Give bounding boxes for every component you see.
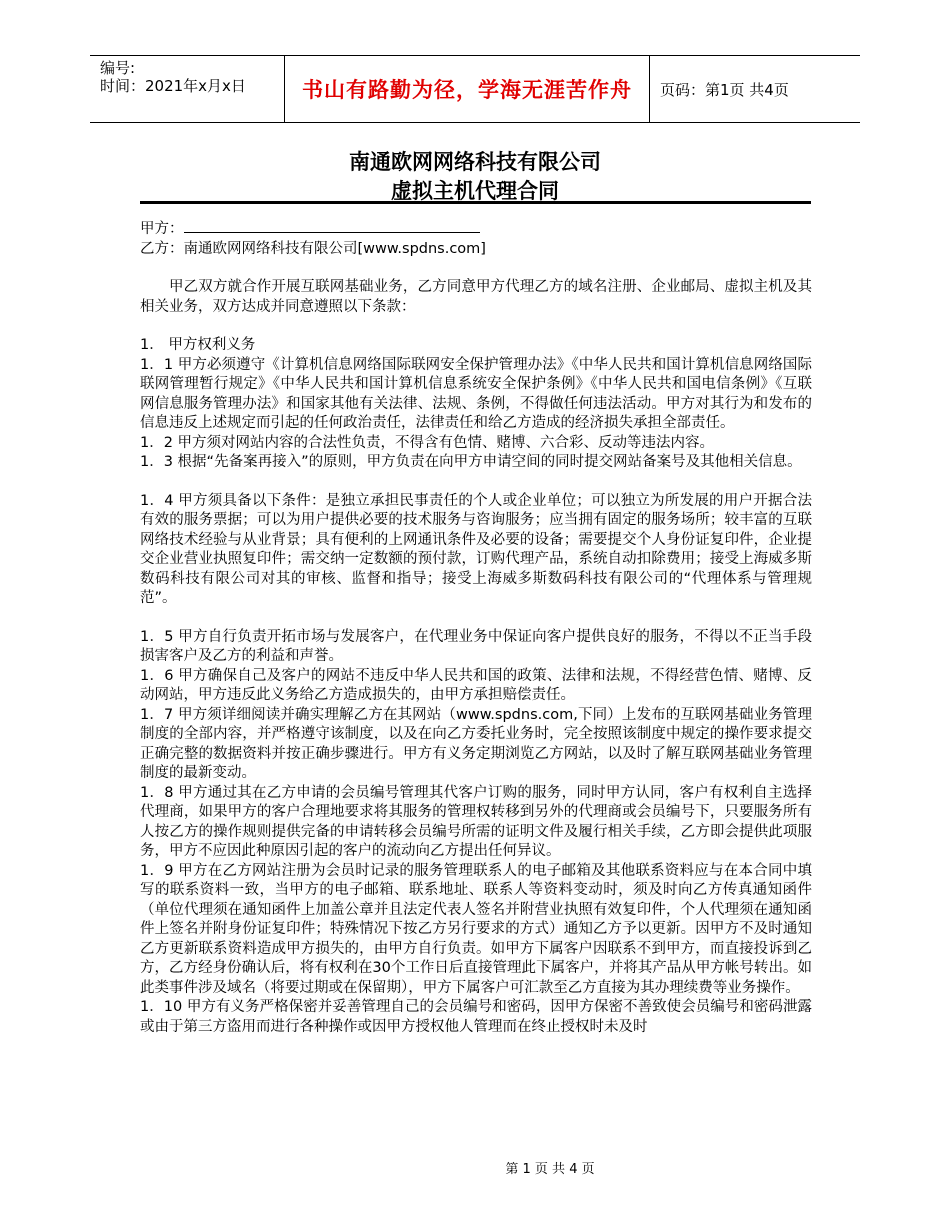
party-a-line (140, 218, 812, 240)
clause-1-6: 1．6 甲方确保自己及客户的网站不违反中华人民共和国的政策、法律和法规，不得经营色情、赌博、反动网站，甲方违反此义务给乙方造成损失的，由甲方承担赔偿责任。 (140, 667, 812, 703)
clause-1-1: 1．1 甲方必须遵守《计算机信息网络国际联网安全保护管理办法》《中华人民共和国计算机信息网络国际联网管理暂行规定》《中华人民共和国计算机信息系统安全保护条例》《中华人民共和国电信条例》《互联网信息服务管理办法》和国家其他有关法律、法规、条例，不得做任何违法活动。甲方对其行为和发布的信息违反上述规定而引起的任何政治责任，法律责任和给乙方造成的经济损失承担全部责任。 (140, 356, 812, 431)
doc-number-label: 编号: (100, 59, 136, 77)
header-motto: 书山有路勤为径，学海无涯苦作舟 (302, 78, 632, 102)
title-divider (140, 201, 811, 204)
clause-1-10: 1．10 甲方有义务严格保密并妥善管理自己的会员编号和密码，因甲方保密不善致使会员编号和密码泄露或由于第三方盗用而进行各种操作或因甲方授权他人管理而在终止授权时未及时 (140, 999, 812, 1035)
party-a-label: 甲方： (140, 221, 184, 237)
document-body (140, 218, 812, 1037)
page-header (90, 55, 860, 123)
header-page-info: 页码：第1页 共4页 (660, 80, 789, 99)
party-b-line: 乙方：南通欧网网络科技有限公司[www.spdns.com] (140, 240, 486, 257)
clause-1-4: 1．4 甲方须具备以下条件：是独立承担民事责任的个人或企业单位；可以独立为所发展的用户开据合法有效的服务票据；可以为用户提供必要的技术服务与咨询服务；应当拥有固定的服务场所；较丰富的互联网络技术经验与从业背景；具有便利的上网通讯条件及必要的设备；需要提交个人身份证复印件，企业提交企业营业执照复印件；需交纳一定数额的预付款，订购代理产品，系统自动扣除费用；接受上海威多斯数码科技有限公司对其的审核、监督和指导；接受上海威多斯数码科技有限公司的“代理体系与管理规范”。 (140, 492, 812, 606)
clause-1-3: 1．3 根据“先备案再接入”的原则，甲方负责在向甲方申请空间的同时提交网站备案号及其他相关信息。 (140, 454, 802, 470)
header-meta (90, 56, 285, 122)
clause-1-7: 1．7 甲方须详细阅读并确实理解乙方在其网站（www.spdns.com,下同）上发布的互联网基础业务管理制度的全部内容，并严格遵守该制度，以及在向乙方委托业务时，完全按照该制度中规定的操作要求提交正确完整的数据资料并按正确步骤进行。甲方有义务定期浏览乙方网站，以及时了解互联网基础业务管理制度的最新变动。 (140, 706, 812, 781)
header-motto-cell (285, 56, 650, 122)
party-a-blank (184, 218, 480, 233)
section-heading: 1． 甲方权利义务 (140, 337, 256, 353)
clause-1-5: 1．5 甲方自行负责开拓市场与发展客户，在代理业务中保证向客户提供良好的服务，不得以不正当手段损害客户及乙方的利益和声誉。 (140, 628, 812, 664)
intro-paragraph: 甲乙双方就合作开展互联网基础业务，乙方同意甲方代理乙方的域名注册、企业邮局、虚拟主机及其相关业务，双方达成并同意遵照以下条款： (140, 279, 812, 315)
clause-1-2: 1．2 甲方须对网站内容的合法性负责，不得含有色情、赌博、六合彩、反动等违法内容。 (140, 434, 715, 451)
document-title: 虚拟主机代理合同 (391, 179, 559, 203)
page-footer (0, 1158, 950, 1177)
company-name: 南通欧网网络科技有限公司 (349, 150, 601, 174)
footer-page-number: 第 1 页 共 4 页 (505, 1162, 595, 1177)
clause-1-9: 1．9 甲方在乙方网站注册为会员时记录的服务管理联系人的电子邮箱及其他联系资料应与在本合同中填写的联系资料一致，当甲方的电子邮箱、联系地址、联系人等资料变动时，须及时向乙方传真通知函件（单位代理须在通知函件上加盖公章并且法定代表人签名并附营业执照有效复印件，个人代理须在通知函件上签名并附身份证复印件；特殊情况下按乙方另行要求的方式）通知乙方予以更新。因甲方不及时通知乙方更新联系资料造成甲方损失的，由甲方自行负责。如甲方下属客户因联系不到甲方，而直接投诉到乙方，乙方经身份确认后，将有权利在30个工作日后直接管理此下属客户，并将其产品从甲方帐号转出。如此类事件涉及域名（将要过期或在保留期），甲方下属客户可汇款至乙方直接为其办理续费等业务操作。 (140, 862, 812, 996)
doc-date: 时间：2021年x月x日 (100, 77, 246, 95)
clause-1-8: 1．8 甲方通过其在乙方申请的会员编号管理其代客户订购的服务，同时甲方认同，客户有权利自主选择代理商，如果甲方的客户合理地要求将其服务的管理权转移到另外的代理商或会员编号下，只要服务所有人按乙方的操作规则提供完备的申请转移会员编号所需的证明文件及履行相关手续，乙方即会提供此项服务，甲方不应因此种原因引起的客户的流动向乙方提出任何异议。 (140, 784, 812, 859)
